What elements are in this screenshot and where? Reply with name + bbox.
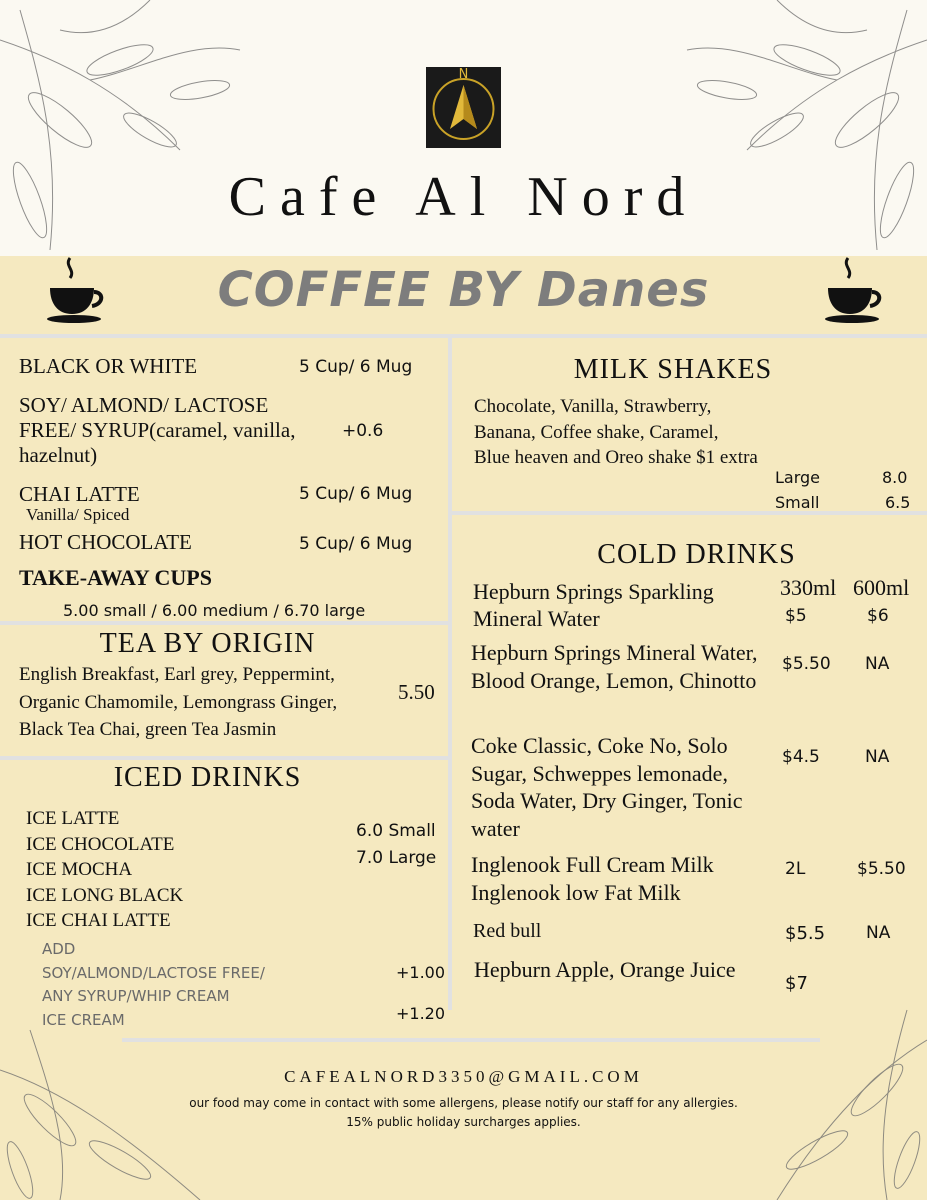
add-option: SOY/ALMOND/LACTOSE FREE/: [42, 963, 265, 982]
iced-price-large: 7.0 Large: [356, 848, 437, 868]
cafe-logo: [426, 67, 501, 148]
cold-drink-price: $4.5: [782, 747, 820, 767]
coffee-item-price: 5 Cup/ 6 Mug: [299, 534, 413, 554]
milkshake-large-price: 8.0: [882, 468, 908, 487]
iced-item: ICE CHOCOLATE: [26, 833, 175, 855]
cold-drink-price: NA: [866, 923, 891, 943]
iced-price-small: 6.0 Small: [356, 821, 436, 841]
divider: [452, 511, 927, 515]
coffee-item-name: SOY/ ALMOND/ LACTOSE FREE/ SYRUP(caramel, vanilla, hazelnut): [19, 393, 296, 467]
add-option: ANY SYRUP/WHIP CREAM: [42, 987, 230, 1005]
cold-drink-price: $6: [867, 606, 889, 626]
cold-drink-price: $5.50: [782, 654, 831, 674]
cold-drink-price: NA: [865, 654, 890, 674]
milkshake-small-label: Small: [775, 493, 820, 512]
cold-drink-name: Hepburn Springs Sparkling Mineral Water: [473, 579, 714, 631]
add-label: ADD: [42, 940, 76, 958]
milkshakes-description: Chocolate, Vanilla, Strawberry, Banana, Coffee shake, Caramel, Blue heaven and Oreo shake $1 extra: [474, 396, 758, 468]
coffee-item-price: 5 Cup/ 6 Mug: [299, 484, 413, 504]
tea-heading: TEA BY ORIGIN: [99, 628, 316, 659]
divider: [0, 621, 448, 625]
cold-drink-price: $7: [785, 973, 808, 994]
cold-drink-name: Inglenook Full Cream Milk Inglenook low Fat Milk: [471, 852, 714, 905]
cold-drink-price: $5.5: [785, 923, 826, 944]
cold-drink-price: NA: [865, 747, 890, 767]
cold-col-600: 600ml: [853, 575, 910, 600]
cafe-name: Cafe Al Nord: [228, 166, 699, 228]
tea-list: English Breakfast, Earl grey, Peppermint, Organic Chamomile, Lemongrass Ginger, Black Tea Chai, green Tea Jasmin: [19, 664, 338, 740]
coffee-item-name: CHAI LATTE: [19, 482, 140, 506]
divider: [448, 338, 452, 1010]
milkshake-large-label: Large: [775, 468, 821, 487]
add-ice-cream: ICE CREAM: [42, 1010, 125, 1029]
coffee-item-sub: Vanilla/ Spiced: [26, 505, 130, 524]
divider: [0, 334, 927, 338]
cold-drink-name: Red bull: [473, 920, 542, 942]
coffee-item-price: +0.6: [342, 421, 384, 441]
milkshake-small-price: 6.5: [885, 493, 911, 512]
divider: [0, 756, 448, 760]
cold-drink-name: Coke Classic, Coke No, Solo Sugar, Schweppes lemonade, Soda Water, Dry Ginger, Tonic water: [471, 733, 743, 841]
iced-heading: ICED DRINKS: [113, 762, 302, 793]
coffee-item-name: HOT CHOCOLATE: [19, 530, 192, 554]
cold-drink-price: 2L: [785, 859, 806, 879]
add-ice-cream-price: +1.20: [396, 1004, 446, 1023]
iced-item: ICE MOCHA: [26, 859, 133, 880]
iced-item: ICE LONG BLACK: [26, 884, 184, 906]
footer-allergen-note: our food may come in contact with some allergens, please notify our staff for any allergies.: [189, 1096, 738, 1110]
iced-item: ICE CHAI LATTE: [26, 910, 171, 931]
cold-drink-name: Hepburn Springs Mineral Water, Blood Orange, Lemon, Chinotto: [471, 640, 758, 693]
cold-drink-price: $5: [785, 606, 807, 626]
coffee-item-price: 5 Cup/ 6 Mug: [299, 357, 413, 377]
add-option-price: +1.00: [396, 963, 446, 982]
cold-col-330: 330ml: [780, 575, 837, 600]
cold-heading: COLD DRINKS: [597, 539, 796, 570]
iced-list: [26, 806, 183, 934]
tea-price: 5.50: [398, 680, 435, 704]
takeaway-prices: 5.00 small / 6.00 medium / 6.70 large: [63, 601, 366, 620]
cold-drink-name: Hepburn Apple, Orange Juice: [474, 957, 736, 982]
coffee-item-name: BLACK OR WHITE: [19, 354, 198, 378]
footer-surcharge-note: 15% public holiday surcharges applies.: [346, 1115, 581, 1129]
logo-letter: N: [458, 67, 469, 82]
coffee-heading: COFFEE BY Danes: [217, 262, 710, 318]
footer-email: CAFEALNORD3350@GMAIL.COM: [284, 1067, 643, 1086]
milkshakes-heading: MILK SHAKES: [573, 354, 773, 385]
takeaway-label: TAKE-AWAY CUPS: [19, 565, 212, 590]
cold-drink-price: $5.50: [857, 859, 906, 879]
iced-item: ICE LATTE: [26, 808, 120, 829]
